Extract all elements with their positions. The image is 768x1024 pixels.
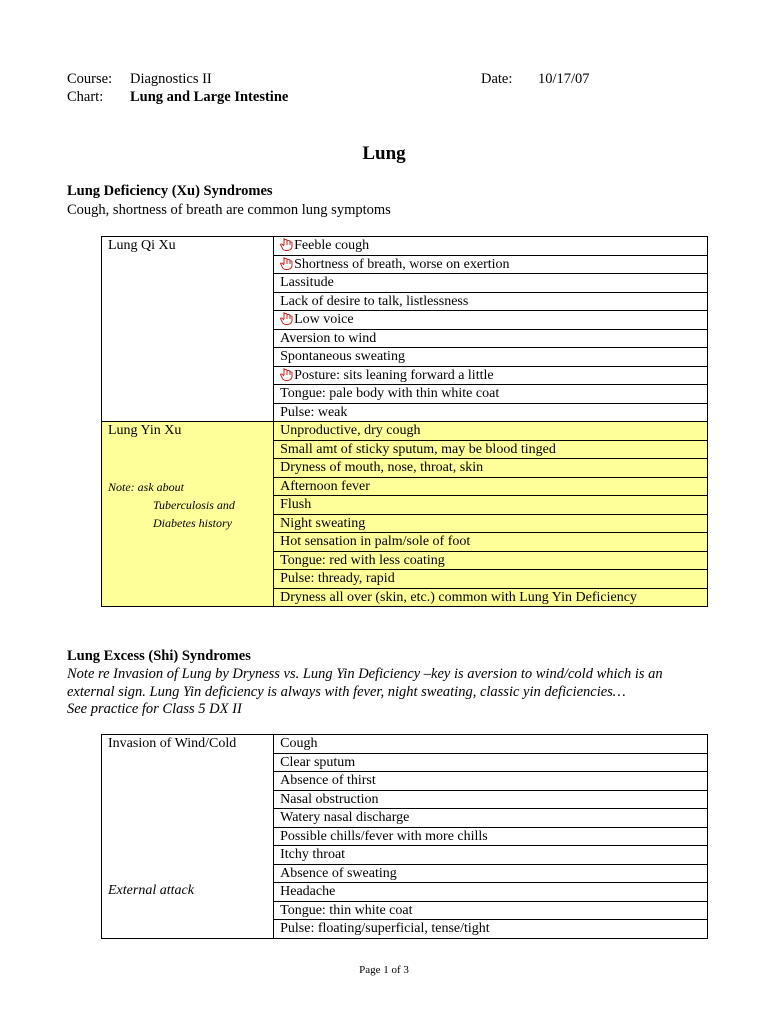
symptom-text: Posture: sits leaning forward a little [294,367,494,383]
yin-xu-note-line3: Diabetes history [153,516,232,530]
symptom-text: Pulse: floating/superficial, tense/tight [280,921,490,937]
symptom-text: Lack of desire to talk, listlessness [280,293,469,309]
qi-xu-symptom [274,329,708,348]
yin-xu-symptom [274,551,708,570]
yin-xu-symptom [274,496,708,515]
date-label: Date: [481,71,513,87]
symptom-text: Itchy throat [280,847,346,863]
qi-xu-symptom [274,292,708,311]
wind-cold-symptom [274,864,708,883]
qi-xu-row [102,237,708,256]
deficiency-heading: Lung Deficiency (Xu) Syndromes [67,183,273,199]
pointing-hand-icon [280,237,293,251]
yin-xu-symptom [274,477,708,496]
excess-note-line3: See practice for Class 5 DX II [67,701,242,717]
qi-xu-symptom [274,311,708,330]
wind-cold-symptom [274,790,708,809]
qi-xu-label: Lung Qi Xu [108,238,176,253]
page-footer: Page 1 of 3 [359,964,409,976]
symptom-text: Possible chills/fever with more chills [280,828,488,844]
yin-xu-row [102,422,708,441]
symptom-text: Tongue: red with less coating [280,552,445,568]
wind-cold-symptom [274,846,708,865]
course-value: Diagnostics II [130,71,212,87]
qi-xu-symptom [274,237,708,256]
symptom-text: Tongue: pale body with thin white coat [280,386,500,402]
symptom-text: Pulse: thready, rapid [280,571,395,587]
symptom-text: Watery nasal discharge [280,810,410,826]
symptom-text: Shortness of breath, worse on exertion [294,256,510,272]
symptom-text: Hot sensation in palm/sole of foot [280,534,471,550]
excess-table [101,734,708,939]
symptom-text: Absence of thirst [280,773,376,789]
yin-xu-note-line2: Tuberculosis and [153,498,235,512]
page-title: Lung [362,143,406,164]
wind-cold-symptom [274,827,708,846]
excess-heading: Lung Excess (Shi) Syndromes [67,648,251,664]
yin-xu-note-line1: Note: ask about [108,480,184,494]
symptom-text: Dryness all over (skin, etc.) common with Lung Yin Deficiency [280,589,637,605]
excess-note-line1: Note re Invasion of Lung by Dryness vs. Lung Yin Deficiency –key is aversion to wind/cold which is an [67,666,663,682]
symptom-text: Tongue: thin white coat [280,902,413,918]
yin-xu-symptom [274,570,708,589]
symptom-text: Feeble cough [294,238,370,254]
pointing-hand-icon [280,311,293,325]
symptom-text: Night sweating [280,515,366,531]
symptom-text: Low voice [294,312,354,328]
course-label: Course: [67,71,113,87]
deficiency-table [101,236,708,607]
wind-cold-symptom [274,735,708,754]
qi-xu-label-cell [102,237,274,422]
symptom-text: Cough [280,736,318,752]
symptom-text: Spontaneous sweating [280,349,405,365]
yin-xu-symptom [274,588,708,607]
qi-xu-symptom [274,255,708,274]
pointing-hand-icon [280,367,293,381]
symptom-text: Clear sputum [280,754,356,770]
symptom-text: Nasal obstruction [280,791,379,807]
yin-xu-label-cell [102,422,274,607]
qi-xu-symptom [274,348,708,367]
yin-xu-symptom [274,533,708,552]
wind-cold-symptom [274,772,708,791]
yin-xu-symptom [274,422,708,441]
yin-xu-symptom [274,459,708,478]
symptom-text: Headache [280,884,336,900]
wind-cold-symptom [274,809,708,828]
pointing-hand-icon [280,256,293,270]
yin-xu-label: Lung Yin Xu [108,423,182,438]
date-value: 10/17/07 [538,71,590,87]
chart-label: Chart: [67,89,104,105]
qi-xu-symptom [274,366,708,385]
symptom-text: Unproductive, dry cough [280,423,421,439]
symptom-text: Flush [280,497,312,513]
yin-xu-symptom [274,440,708,459]
symptom-text: Aversion to wind [280,330,377,346]
deficiency-intro: Cough, shortness of breath are common lung symptoms [67,202,391,218]
qi-xu-symptom [274,385,708,404]
wind-cold-symptom [274,753,708,772]
wind-cold-symptom [274,901,708,920]
chart-value: Lung and Large Intestine [130,89,289,105]
wind-cold-symptom [274,883,708,902]
excess-note-line2: external sign. Lung Yin deficiency is always with fever, night sweating, classic yin deficiencies… [67,684,626,700]
wind-cold-label-cell [102,735,274,939]
symptom-text: Small amt of sticky sputum, may be blood tinged [280,441,556,457]
wind-cold-row [102,735,708,754]
symptom-text: Pulse: weak [280,404,348,420]
symptom-text: Absence of sweating [280,865,397,881]
external-attack-label: External attack [108,883,194,898]
symptom-text: Afternoon fever [280,478,370,494]
wind-cold-label: Invasion of Wind/Cold [108,736,237,751]
qi-xu-symptom [274,403,708,422]
qi-xu-symptom [274,274,708,293]
symptom-text: Dryness of mouth, nose, throat, skin [280,460,484,476]
symptom-text: Lassitude [280,275,334,291]
wind-cold-symptom [274,920,708,939]
yin-xu-symptom [274,514,708,533]
